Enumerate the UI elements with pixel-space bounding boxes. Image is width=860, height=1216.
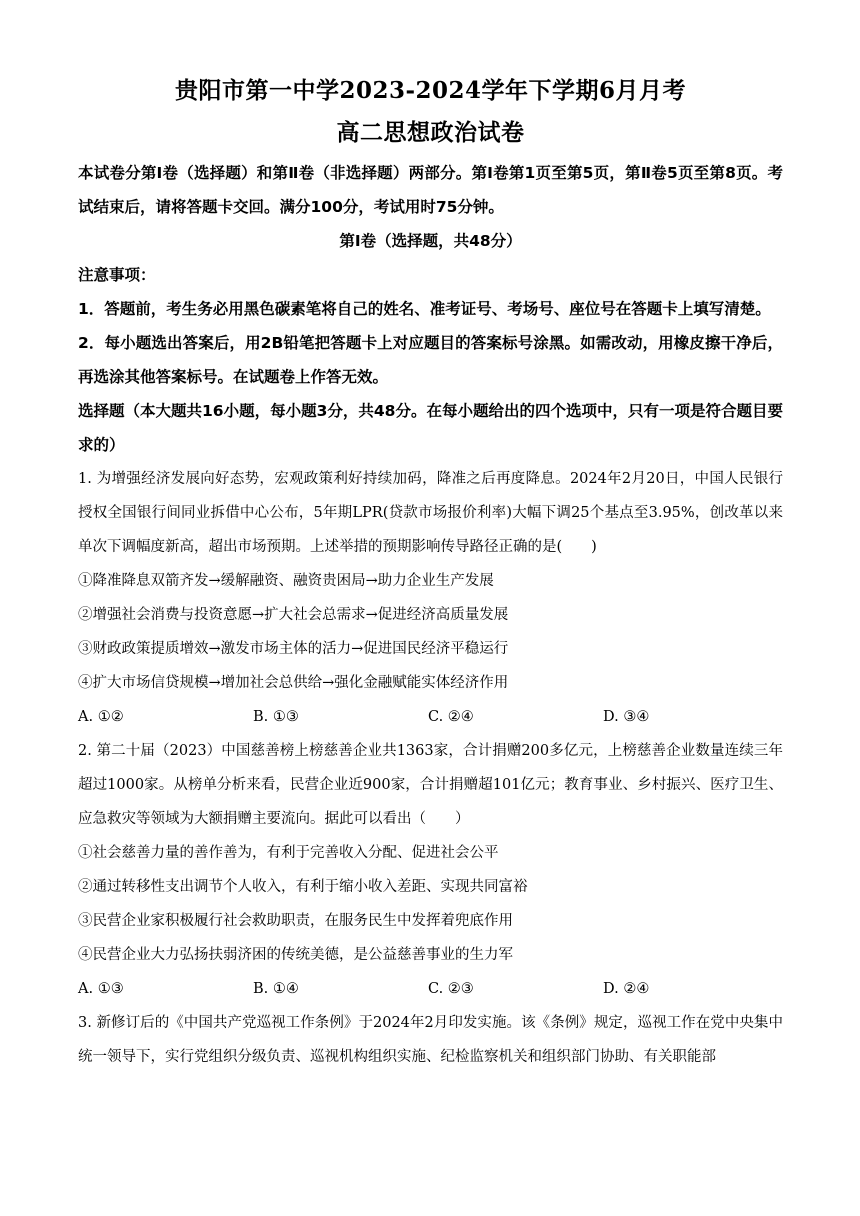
choice-d: D. ②④ <box>603 981 650 997</box>
notice-item-1: 1．答题前，考生务必用黑色碳素笔将自己的姓名、准考证号、考场号、座位号在答题卡上填写清楚。 <box>78 300 771 318</box>
choice-b: B. ①④ <box>253 981 299 997</box>
question-1-option: ③财政政策提质增效→激发市场主体的活力→促进国民经济平稳运行 <box>78 641 509 657</box>
section-title: 第Ⅰ卷（选择题，共48分） <box>339 232 522 250</box>
question-1-choices <box>78 700 783 734</box>
question-1-option: ①降准降息双箭齐发→缓解融资、融资贵困局→助力企业生产发展 <box>78 573 494 589</box>
exam-intro: 本试卷分第Ⅰ卷（选择题）和第Ⅱ卷（非选择题）两部分。第Ⅰ卷第1页至第5页，第Ⅱ卷5页至第8页。考试结束后，请将答题卡交回。满分100分，考试用时75分钟。 <box>78 164 783 216</box>
choice-a: A. ①③ <box>78 981 124 997</box>
choice-b: B. ①③ <box>253 709 299 725</box>
question-3-stem: 3. 新修订后的《中国共产党巡视工作条例》于2024年2月印发实施。该《条例》规定，巡视工作在党中央集中统一领导下，实行党组织分级负责、巡视机构组织实施、纪检监察机关和组织部门协助、有关职能部 <box>78 1015 783 1065</box>
question-2-option: ③民营企业家积极履行社会救助职责，在服务民生中发挥着兜底作用 <box>78 913 513 929</box>
exam-title: 贵阳市第一中学2023-2024学年下学期6月月考 <box>174 77 687 104</box>
notice-item-2: 2．每小题选出答案后，用2B铅笔把答题卡上对应题目的答案标号涂黑。如需改动，用橡皮擦干净后，再选涂其他答案标号。在试题卷上作答无效。 <box>78 334 783 386</box>
exam-subtitle: 高二思想政治试卷 <box>336 119 525 146</box>
question-2-choices <box>78 972 783 1006</box>
notice-heading: 注意事项： <box>78 266 156 284</box>
choice-a: A. ①② <box>78 709 124 725</box>
question-2-option: ②通过转移性支出调节个人收入，有利于缩小收入差距、实现共同富裕 <box>78 879 528 895</box>
choice-d: D. ③④ <box>603 709 650 725</box>
choice-c: C. ②③ <box>428 981 474 997</box>
choice-instructions: 选择题（本大题共16小题，每小题3分，共48分。在每小题给出的四个选项中，只有一项是符合题目要求的） <box>78 402 783 454</box>
question-2-option: ④民营企业大力弘扬扶弱济困的传统美德，是公益慈善事业的生力军 <box>78 947 513 963</box>
question-1-option: ④扩大市场信贷规模→增加社会总供给→强化金融赋能实体经济作用 <box>78 675 509 691</box>
choice-c: C. ②④ <box>428 709 474 725</box>
question-1-option: ②增强社会消费与投资意愿→扩大社会总需求→促进经济高质量发展 <box>78 607 509 623</box>
question-2-option: ①社会慈善力量的善作善为，有利于完善收入分配、促进社会公平 <box>78 845 499 861</box>
question-2-stem: 2. 第二十届（2023）中国慈善榜上榜慈善企业共1363家，合计捐赠200多亿元，上榜慈善企业数量连续三年超过1000家。从榜单分析来看，民营企业近900家，合计捐赠超101亿元；教育事业、乡村振兴、医疗卫生、应急救灾等领域为大额捐赠主要流向。据此可以看出（ ） <box>78 743 783 827</box>
question-1-stem: 1. 为增强经济发展向好态势，宏观政策利好持续加码，降准之后再度降息。2024年2月20日，中国人民银行授权全国银行间同业拆借中心公布，5年期LPR(贷款市场报价利率)大幅下调25个基点至3.95%，创改革以来单次下调幅度新高，超出市场预期。上述举措的预期影响传导路径正确的是( ) <box>78 471 783 555</box>
